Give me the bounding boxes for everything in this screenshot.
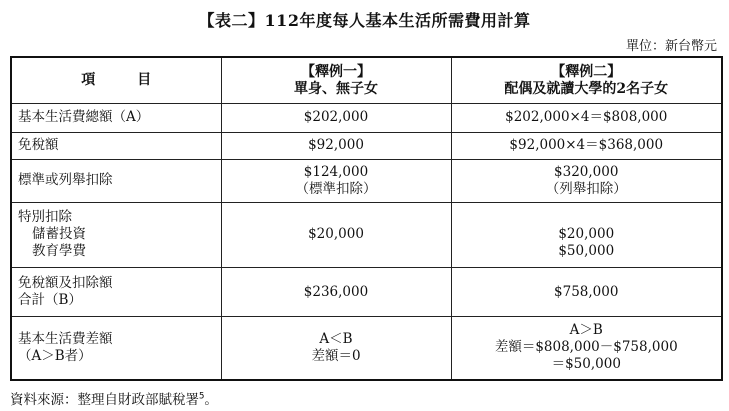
value-line: A＞B: [569, 322, 603, 339]
header-example2: [451, 57, 722, 104]
row-ex1-value: [221, 132, 451, 160]
row-label-line: 儲蓄投資: [32, 226, 86, 243]
value-line: （標準扣除）: [295, 180, 377, 197]
header-example1-title: 【釋例一】: [301, 63, 371, 80]
row-ex2-value: [451, 104, 722, 133]
row-label-line: （A＞B者）: [18, 347, 92, 364]
currency-unit: 單位：新台幣元: [625, 39, 717, 54]
value-line: $202,000: [303, 109, 369, 126]
row-ex2-value: [451, 316, 722, 380]
row-label-line: 免稅額: [18, 137, 59, 154]
value-line: $124,000: [303, 163, 369, 180]
value-line: （列舉扣除）: [545, 180, 627, 197]
table-title: 【表二】112年度每人基本生活所需費用計算: [198, 11, 531, 30]
row-ex1-value: [221, 202, 451, 268]
table-row: [11, 132, 722, 160]
row-label-line: 教育學費: [32, 243, 86, 260]
header-example1-desc: 單身、無子女: [294, 80, 378, 97]
value-line: ＝$50,000: [551, 356, 621, 373]
value-line: $236,000: [303, 283, 369, 300]
row-label-line: 基本生活費差額: [18, 330, 113, 347]
row-ex1-value: [221, 268, 451, 317]
value-line: 差額＝$808,000－$758,000: [494, 339, 678, 356]
row-label: [11, 160, 221, 202]
row-ex2-value: [451, 160, 722, 202]
row-label-line: 標準或列舉扣除: [18, 172, 113, 189]
row-label-line: 免稅額及扣除額: [18, 275, 113, 292]
value-line: $92,000×4＝$368,000: [509, 137, 664, 154]
row-ex1-value: [221, 316, 451, 380]
calculation-table: [10, 56, 723, 381]
row-ex2-value: [451, 202, 722, 268]
header-example1: [221, 57, 451, 104]
value-line: $758,000: [554, 283, 619, 300]
value-line: $320,000: [554, 163, 619, 180]
row-ex1-value: [221, 104, 451, 133]
source-note: [10, 388, 218, 408]
row-label: [11, 132, 221, 160]
row-label: [11, 316, 221, 380]
row-ex1-value: [221, 160, 451, 202]
header-example2-title: 【釋例二】: [551, 63, 622, 80]
table-row: [11, 316, 722, 380]
value-line: A＜B: [319, 330, 353, 347]
value-line: $20,000: [558, 225, 615, 242]
row-ex2-value: [451, 268, 722, 317]
source-end: 。: [204, 392, 218, 408]
table-row: [11, 268, 722, 317]
value-line: 差額＝0: [311, 347, 361, 364]
table-row: [11, 160, 722, 202]
row-ex2-value: [451, 132, 722, 160]
header-item: 項 目: [11, 57, 221, 104]
row-label: [11, 202, 221, 268]
table-row: [11, 202, 722, 268]
row-label-line: 基本生活費總額（A）: [18, 109, 150, 126]
value-line: $50,000: [558, 242, 615, 259]
row-label-line: 合計（B）: [18, 292, 82, 309]
table-row: [11, 104, 722, 133]
value-line: $202,000×4＝$808,000: [505, 109, 668, 126]
header-example2-desc: 配偶及就讀大學的2名子女: [504, 80, 669, 97]
value-line: $20,000: [308, 226, 364, 243]
footnote-marker: 5: [199, 391, 205, 402]
value-line: $92,000: [308, 137, 364, 154]
table-header-row: [11, 57, 722, 104]
row-label: [11, 104, 221, 133]
row-label-line: 特別扣除: [18, 209, 72, 226]
source-text: 資料來源：整理自財政部賦稅署: [10, 392, 199, 408]
row-label: [11, 268, 221, 317]
